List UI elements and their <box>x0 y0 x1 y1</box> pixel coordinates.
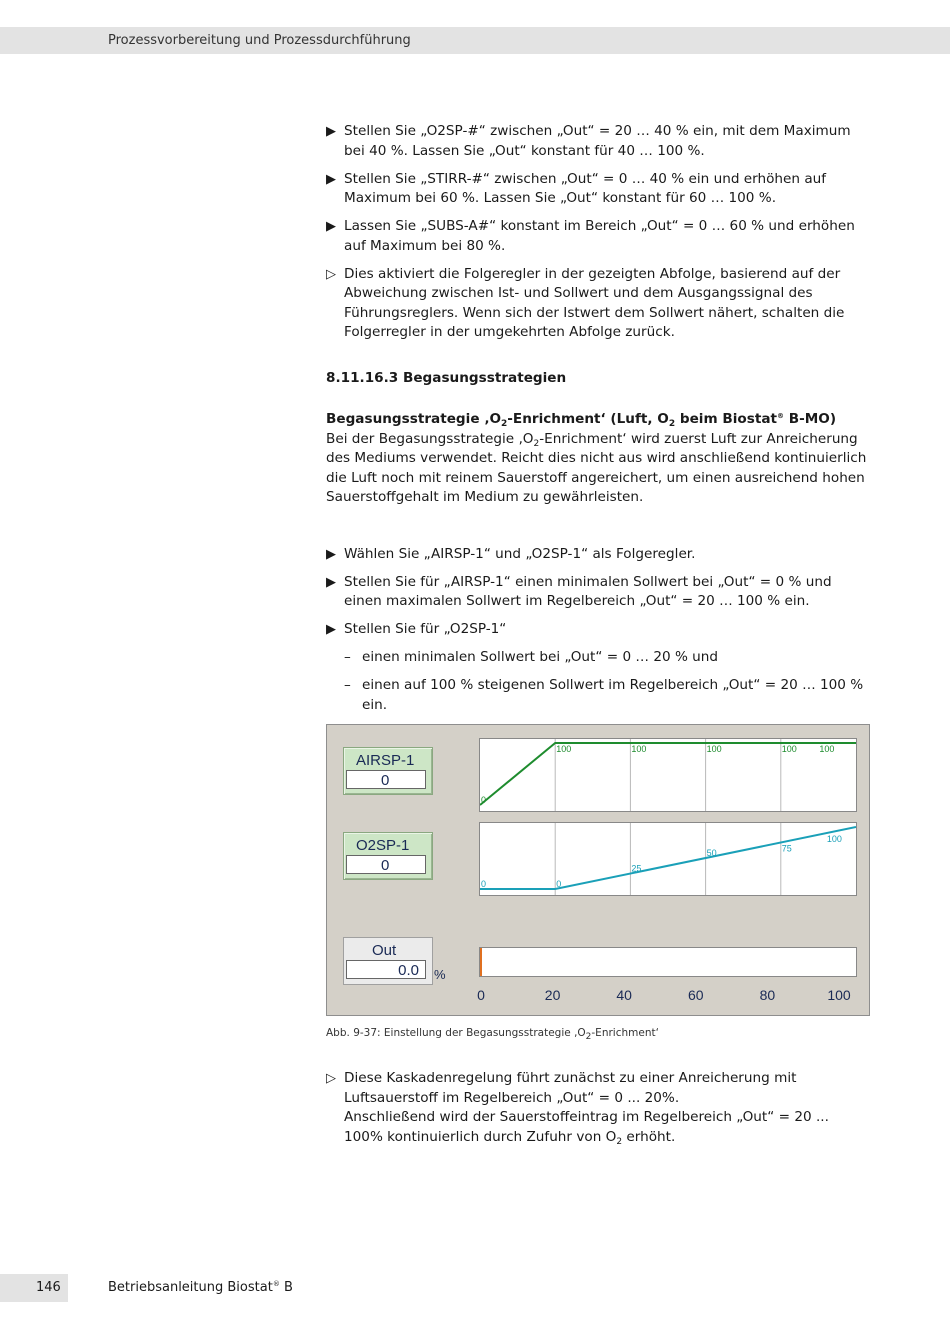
o2sp-value-field[interactable] <box>346 855 426 874</box>
arrow-icon: ▶ <box>326 622 336 637</box>
o2sp-value: 0 <box>381 856 390 874</box>
list-item <box>326 170 871 209</box>
x-tick-label: 100 <box>827 986 851 1003</box>
list-item <box>326 573 871 612</box>
airsp-param-box[interactable] <box>343 747 433 795</box>
arrow-icon: ▶ <box>326 219 336 234</box>
airsp-value: 0 <box>381 771 390 789</box>
step-text: Stellen Sie für „AIRSP-1“ einen minimalen Sollwert bei „Out“ = 0 % und einen maximalen Sollwert im Regelbereich „Out“ = 20 … 100 % ein. <box>344 573 832 609</box>
o2sp-data-label: 0 <box>481 878 487 889</box>
subsection-heading: Begasungsstrategie $‚O_2-Enrichment‘$ (Luft, $O_2$ beim Biostat® B-MO) <box>326 411 837 429</box>
out-unit: % <box>434 966 446 982</box>
result-line-1: Diese Kaskadenregelung führt zunächst zu einer Anreicherung mit Luftsauerstoff im Regelbereich „Out“ = 0 ... 20%. <box>344 1070 797 1106</box>
list-item <box>326 545 871 565</box>
sub-list-item <box>326 648 871 668</box>
footer-title: Betriebsanleitung Biostat® B <box>108 1280 293 1295</box>
airsp-value-field[interactable] <box>346 770 426 789</box>
substep-text: einen auf 100 % steigenen Sollwert im Regelbereich „Out“ = 20 … 100 % ein. <box>362 677 864 713</box>
out-label: Out <box>372 941 397 959</box>
arrow-icon: ▶ <box>326 546 336 562</box>
substep-text: einen minimalen Sollwert bei „Out“ = 0 … 20 % und <box>362 649 719 665</box>
o2sp-data-label: 0 <box>556 878 562 889</box>
page-content <box>326 122 871 1156</box>
airsp-data-label: 100 <box>631 743 647 754</box>
o2sp-param-box[interactable] <box>343 832 433 880</box>
airsp-data-label: 100 <box>556 743 572 754</box>
o2sp-data-label: 50 <box>706 847 717 858</box>
result-line-2: Anschließend wird der Sauerstoffeintrag im Regelbereich „Out“ = 20 ... 100% kontinuierlich durch Zufuhr von $O_2$ erhöht. <box>344 1109 829 1147</box>
list-item <box>326 122 871 161</box>
running-header <box>0 27 950 54</box>
out-value-field[interactable] <box>346 960 426 979</box>
running-header-title: Prozessvorbereitung und Prozessdurchführung <box>108 33 411 48</box>
x-tick-label: 40 <box>616 986 632 1003</box>
list-item <box>326 620 871 640</box>
step-text: Stellen Sie für „O2SP-1“ <box>344 621 507 637</box>
airsp-label: AIRSP-1 <box>356 751 415 769</box>
body-paragraph: Bei der Begasungsstrategie $‚O_2-Enrichment‘$ wird zuerst Luft zur Anreicherung des Mediums verwendet. Reicht dies nicht aus wird anschließend kontinuierlich die Luft noch mit reinem Sauerstoff angereichert, um einen ausreichend hohen Sauerstoffgehalt im Medium zu gewährleisten. <box>326 430 867 505</box>
out-bar <box>480 948 482 976</box>
step-text: Wählen Sie „AIRSP-1“ und „O2SP-1“ als Folgeregler. <box>344 545 696 562</box>
airsp-series-line <box>480 743 856 805</box>
o2sp-data-label: 75 <box>781 843 792 853</box>
out-bar-chart <box>479 947 857 977</box>
x-tick-label: 0 <box>477 986 485 1003</box>
step-text: Stellen Sie „O2SP-#“ zwischen „Out“ = 20 … 40 % ein, mit dem Maximum bei 40 %. Lassen Sie „Out“ konstant für 40 … 100 %. <box>344 123 851 159</box>
o2sp-series-line <box>480 827 856 889</box>
step-text: Lassen Sie „SUBS-A#“ konstant im Bereich „Out“ = 0 … 60 % und erhöhen auf Maximum bei 80 %. <box>344 218 855 254</box>
arrow-icon: ▶ <box>326 171 336 187</box>
cascade-figure <box>326 724 870 1016</box>
page-number: 146 <box>36 1280 61 1295</box>
result-arrow-icon: ▷ <box>326 266 336 282</box>
airsp-data-label: 100 <box>781 743 797 754</box>
airsp-data-label: 100 <box>819 743 835 754</box>
out-value: 0.0 <box>398 961 419 979</box>
x-tick-label: 60 <box>688 986 704 1003</box>
dash-icon: – <box>344 677 351 693</box>
list-item <box>326 217 871 256</box>
o2sp-data-label: 100 <box>826 833 842 844</box>
list-item <box>326 265 871 343</box>
sub-list-item <box>326 676 871 715</box>
page-number-box <box>0 1274 68 1302</box>
result-arrow-icon: ▷ <box>326 1071 336 1086</box>
o2sp-chart <box>479 822 857 896</box>
airsp-chart <box>479 738 857 812</box>
dash-icon: – <box>344 649 351 665</box>
x-tick-label: 20 <box>544 986 561 1003</box>
o2sp-label: O2SP-1 <box>356 836 410 854</box>
arrow-icon: ▶ <box>326 124 336 139</box>
result-item <box>326 1069 871 1147</box>
result-text: Dies aktiviert die Folgeregler in der gezeigten Abfolge, basierend auf der Abweichung zwischen Ist- und Sollwert und dem Ausgangssignal des Führungsreglers. Wenn sich der Istwert dem Sollwert nähert, schalten die Folgerregler in der umgekehrten Abfolge zurück. <box>344 265 845 340</box>
out-param-box[interactable] <box>343 937 433 985</box>
step-text: Stellen Sie „STIRR-#“ zwischen „Out“ = 0 … 40 % ein und erhöhen auf Maximum bei 60 %. Lassen Sie „Out“ konstant für 60 … 100 %. <box>344 170 827 206</box>
arrow-icon: ▶ <box>326 574 336 590</box>
section-heading: 8.11.16.3 Begasungsstrategien <box>326 369 567 386</box>
x-tick-label: 80 <box>759 986 776 1003</box>
figure-caption: Abb. 9-37: Einstellung der Begasungsstrategie $‚O_2-Enrichment‘$ <box>326 1026 659 1042</box>
airsp-data-label: 100 <box>706 743 722 754</box>
airsp-data-label: 0 <box>481 794 487 805</box>
o2sp-data-label: 25 <box>631 863 642 873</box>
